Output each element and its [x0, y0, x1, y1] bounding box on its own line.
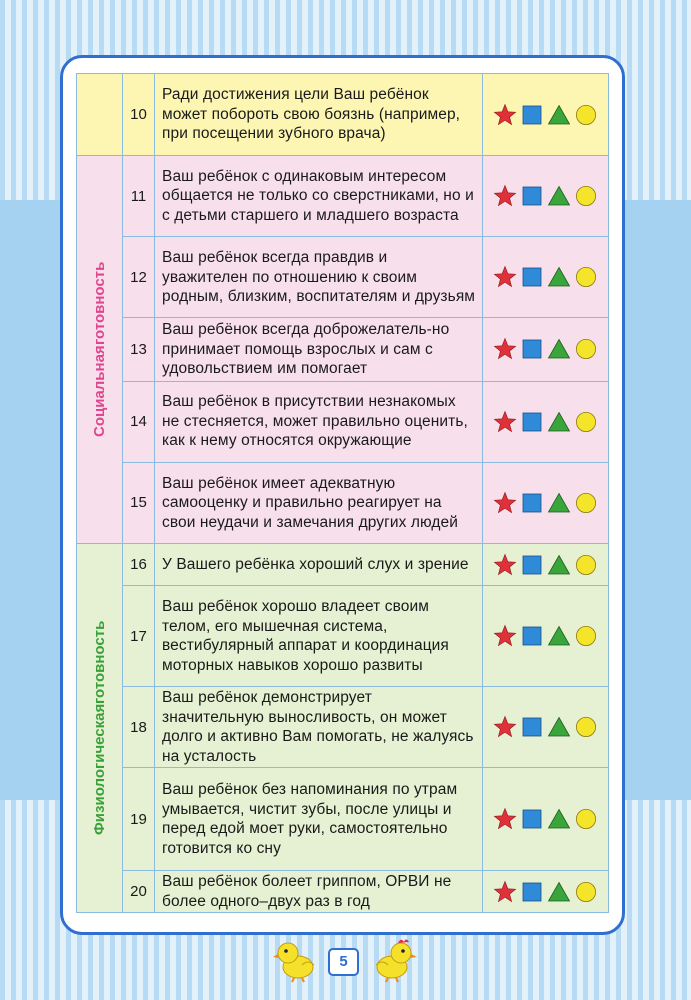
triangle-icon[interactable] — [547, 715, 571, 739]
circle-icon[interactable] — [574, 184, 598, 208]
circle-icon[interactable] — [574, 410, 598, 434]
answer-symbols — [483, 184, 608, 208]
triangle-icon[interactable] — [547, 410, 571, 434]
square-icon[interactable] — [520, 103, 544, 127]
row-answer-cell — [483, 586, 609, 687]
square-icon[interactable] — [520, 337, 544, 361]
category-prev — [77, 74, 123, 156]
row-answer-cell — [483, 768, 609, 871]
square-icon[interactable] — [520, 265, 544, 289]
row-answer-cell — [483, 74, 609, 156]
circle-icon[interactable] — [574, 624, 598, 648]
star-icon[interactable] — [493, 184, 517, 208]
triangle-icon[interactable] — [547, 103, 571, 127]
star-icon[interactable] — [493, 265, 517, 289]
answer-symbols — [483, 880, 608, 904]
table-row — [77, 237, 609, 318]
square-icon[interactable] — [520, 880, 544, 904]
answer-symbols — [483, 715, 608, 739]
answer-symbols — [483, 807, 608, 831]
answer-symbols — [483, 553, 608, 577]
row-number: 16 — [123, 544, 155, 586]
row-statement: Ваш ребёнок всегда правдив и уважителен по отношению к своим родным, близким, воспитателям и друзьям — [155, 237, 483, 318]
answer-symbols — [483, 265, 608, 289]
table-row — [77, 687, 609, 768]
triangle-icon[interactable] — [547, 184, 571, 208]
table-row — [77, 156, 609, 237]
answer-symbols — [483, 337, 608, 361]
row-statement: Ваш ребёнок с одинаковым интересом общается не только со сверстниками, но и с детьми старшего и младшего возраста — [155, 156, 483, 237]
triangle-icon[interactable] — [547, 624, 571, 648]
circle-icon[interactable] — [574, 103, 598, 127]
triangle-icon[interactable] — [547, 553, 571, 577]
row-answer-cell — [483, 318, 609, 381]
triangle-icon[interactable] — [547, 491, 571, 515]
row-number: 15 — [123, 462, 155, 543]
category-label-line2: готовность — [90, 620, 108, 705]
row-number: 14 — [123, 381, 155, 462]
page-number: 5 — [328, 948, 359, 976]
star-icon[interactable] — [493, 880, 517, 904]
category-label-line1: Социальная — [90, 345, 108, 437]
star-icon[interactable] — [493, 715, 517, 739]
answer-symbols — [483, 491, 608, 515]
triangle-icon[interactable] — [547, 880, 571, 904]
star-icon[interactable] — [493, 807, 517, 831]
square-icon[interactable] — [520, 715, 544, 739]
circle-icon[interactable] — [574, 265, 598, 289]
row-statement: У Вашего ребёнка хороший слух и зрение — [155, 544, 483, 586]
chick-left-icon — [272, 935, 322, 983]
row-statement: Ваш ребёнок хорошо владеет своим телом, его мышечная система, вестибулярный аппарат и координация моторных навыков хорошо развиты — [155, 586, 483, 687]
star-icon[interactable] — [493, 337, 517, 361]
square-icon[interactable] — [520, 491, 544, 515]
category-label-line1: Физиологическая — [90, 704, 108, 836]
square-icon[interactable] — [520, 624, 544, 648]
row-answer-cell — [483, 381, 609, 462]
circle-icon[interactable] — [574, 807, 598, 831]
row-statement: Ваш ребёнок демонстрирует значительную выносливость, он может долго и активно Вам помогать, не жалуясь на усталость — [155, 687, 483, 768]
row-answer-cell — [483, 156, 609, 237]
row-answer-cell — [483, 687, 609, 768]
row-answer-cell — [483, 871, 609, 913]
row-number: 10 — [123, 74, 155, 156]
square-icon[interactable] — [520, 553, 544, 577]
star-icon[interactable] — [493, 491, 517, 515]
answer-symbols — [483, 624, 608, 648]
star-icon[interactable] — [493, 553, 517, 577]
star-icon[interactable] — [493, 103, 517, 127]
table-row — [77, 544, 609, 586]
row-number: 12 — [123, 237, 155, 318]
square-icon[interactable] — [520, 184, 544, 208]
answer-symbols — [483, 410, 608, 434]
circle-icon[interactable] — [574, 715, 598, 739]
table-row — [77, 768, 609, 871]
table-row — [77, 871, 609, 913]
row-number: 11 — [123, 156, 155, 237]
answer-symbols — [483, 103, 608, 127]
row-statement: Ради достижения цели Ваш ребёнок может побороть свою боязнь (например, при посещении зубного врача) — [155, 74, 483, 156]
circle-icon[interactable] — [574, 337, 598, 361]
row-number: 20 — [123, 871, 155, 913]
table-row — [77, 74, 609, 156]
readiness-table — [76, 73, 609, 913]
table-row — [77, 318, 609, 381]
triangle-icon[interactable] — [547, 265, 571, 289]
circle-icon[interactable] — [574, 880, 598, 904]
row-statement: Ваш ребёнок всегда доброжелатель-но принимает помощь взрослых и сам с удовольствием им помогает — [155, 318, 483, 381]
row-answer-cell — [483, 237, 609, 318]
circle-icon[interactable] — [574, 553, 598, 577]
category-label-line2: готовность — [90, 262, 108, 346]
square-icon[interactable] — [520, 807, 544, 831]
star-icon[interactable] — [493, 624, 517, 648]
chick-right-icon — [368, 935, 418, 983]
table-row — [77, 462, 609, 543]
square-icon[interactable] — [520, 410, 544, 434]
row-statement: Ваш ребёнок без напоминания по утрам умывается, чистит зубы, после улицы и перед едой моет руки, самостоятельно готовится ко сну — [155, 768, 483, 871]
row-statement: Ваш ребёнок болеет гриппом, ОРВИ не более одного–двух раз в год — [155, 871, 483, 913]
triangle-icon[interactable] — [547, 807, 571, 831]
star-icon[interactable] — [493, 410, 517, 434]
row-answer-cell — [483, 544, 609, 586]
circle-icon[interactable] — [574, 491, 598, 515]
table-row — [77, 586, 609, 687]
category-social — [77, 156, 123, 544]
row-number: 17 — [123, 586, 155, 687]
table-row — [77, 381, 609, 462]
row-number: 13 — [123, 318, 155, 381]
category-physio — [77, 544, 123, 913]
row-number: 19 — [123, 768, 155, 871]
triangle-icon[interactable] — [547, 337, 571, 361]
row-statement: Ваш ребёнок в присутствии незнакомых не стесняется, может правильно оценить, как к нему относятся окружающие — [155, 381, 483, 462]
row-answer-cell — [483, 462, 609, 543]
row-statement: Ваш ребёнок имеет адекватную самооценку и правильно реагирует на свои неудачи и замечания других людей — [155, 462, 483, 543]
row-number: 18 — [123, 687, 155, 768]
